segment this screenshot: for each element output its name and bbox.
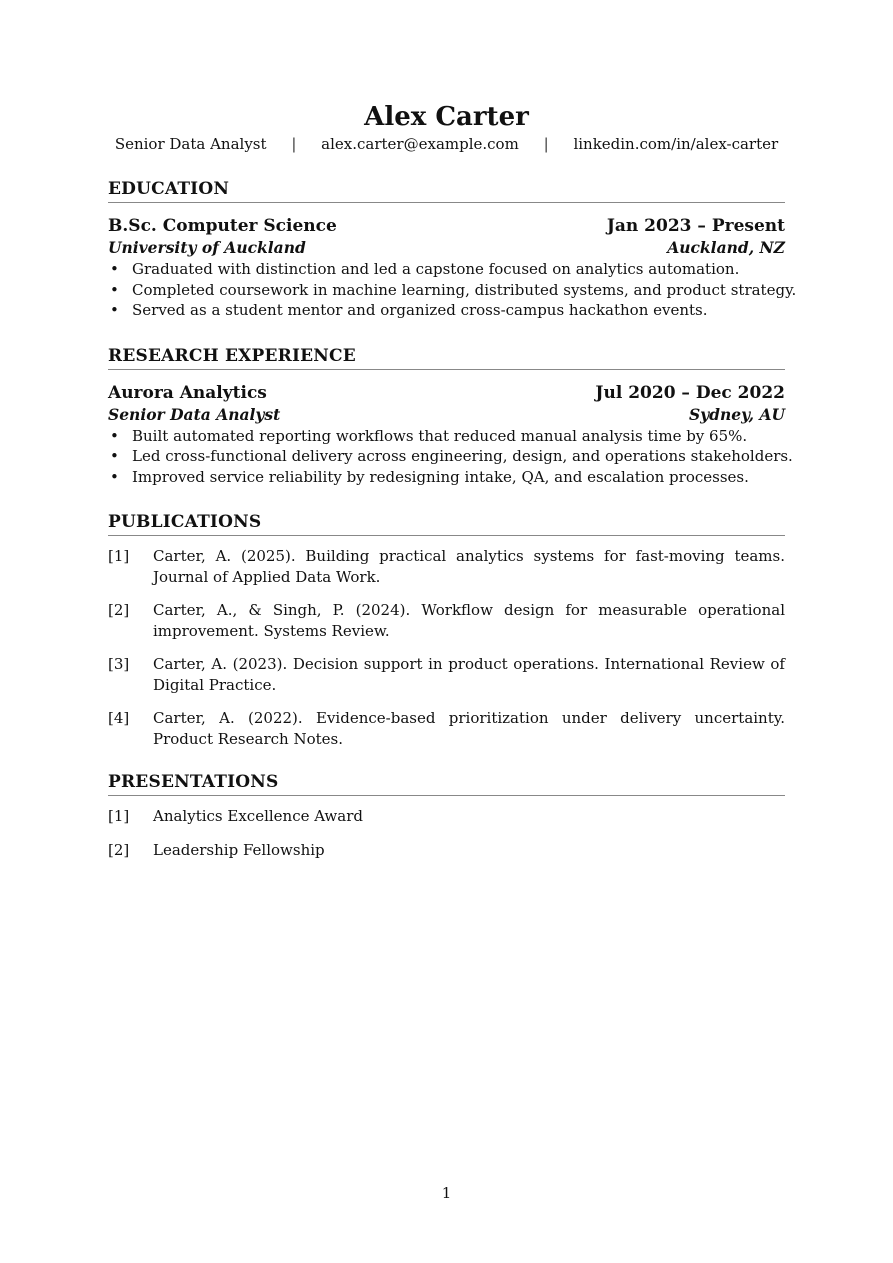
research-location: Sydney, AU (688, 404, 785, 424)
education-row-main (108, 215, 785, 237)
publication-citation: Carter, A. (2023). Decision support in product operations. International Review of Digital Practice. (153, 655, 785, 694)
list-item (108, 280, 797, 301)
research-dates: Jul 2020 – Dec 2022 (595, 382, 785, 403)
publication-number: [2] (108, 601, 130, 619)
research-bullets (108, 426, 793, 488)
linkedin-link[interactable]: linkedin.com/in/alex-carter (573, 135, 779, 153)
contact-separator: | (543, 135, 549, 153)
education-row-sub (108, 237, 785, 259)
presentation-number: [2] (108, 840, 130, 859)
resume-header (0, 100, 893, 154)
publication-citation: Carter, A., & Singh, P. (2024). Workflow design for measurable operational improvement. Systems Review. (153, 601, 785, 640)
research-row-sub (108, 404, 785, 426)
list-item (108, 467, 785, 488)
bullet-icon: • (110, 426, 119, 445)
job-title: Senior Data Analyst (114, 135, 267, 153)
candidate-name: Alex Carter (364, 102, 529, 132)
publications-list (108, 546, 785, 749)
section-heading-education: EDUCATION (108, 178, 785, 203)
list-item (108, 300, 785, 321)
publication-number: [3] (108, 655, 130, 673)
bullet-text: Graduated with distinction and led a capstone focused on analytics automation. (132, 260, 740, 278)
publication-item (108, 600, 785, 641)
research-row-main (108, 382, 785, 404)
publication-citation: Carter, A. (2022). Evidence-based prioritization under delivery uncertainty. Product Research Notes. (153, 709, 785, 748)
publication-citation: Carter, A. (2025). Building practical analytics systems for fast-moving teams. Journal of Applied Data Work. (153, 547, 785, 586)
research-entry (108, 382, 793, 488)
publication-number: [4] (108, 709, 130, 727)
section-heading-presentations: PRESENTATIONS (108, 771, 785, 796)
publication-number: [1] (108, 547, 130, 565)
list-item (108, 259, 785, 280)
bullet-text: Improved service reliability by redesigning intake, QA, and escalation processes. (132, 467, 749, 486)
bullet-text: Built automated reporting workflows that reduced manual analysis time by 65%. (132, 426, 748, 445)
bullet-text: Completed coursework in machine learning, distributed systems, and product strategy. (132, 280, 797, 299)
list-item (108, 426, 785, 447)
role-title: Senior Data Analyst (108, 404, 281, 424)
publication-item (108, 546, 785, 587)
presentations-list (108, 806, 785, 860)
bullet-icon: • (110, 301, 119, 319)
email-link[interactable]: alex.carter@example.com (321, 135, 519, 153)
education-entry (108, 215, 797, 321)
bullet-icon: • (110, 447, 119, 465)
list-item (108, 446, 793, 467)
institution-name: University of Auckland (108, 238, 306, 257)
contact-line (0, 134, 893, 154)
presentation-title: Analytics Excellence Award (153, 807, 363, 825)
organization-name: Aurora Analytics (108, 382, 267, 403)
degree-title: B.Sc. Computer Science (108, 216, 337, 236)
resume-page (108, 100, 797, 873)
bullet-text: Led cross-functional delivery across engineering, design, and operations stakeholders. (132, 447, 793, 465)
section-heading-research: RESEARCH EXPERIENCE (108, 345, 785, 370)
presentation-item (108, 840, 785, 861)
publication-item (108, 654, 785, 695)
bullet-icon: • (110, 467, 119, 486)
presentation-number: [1] (108, 807, 130, 825)
contact-separator: | (291, 135, 297, 153)
page-number: 1 (441, 1184, 452, 1202)
publication-item (108, 708, 785, 749)
presentation-title: Leadership Fellowship (153, 840, 325, 859)
education-location: Auckland, NZ (667, 238, 785, 257)
section-heading-publications: PUBLICATIONS (108, 511, 785, 536)
education-dates: Jan 2023 – Present (606, 216, 785, 236)
education-bullets (108, 259, 797, 321)
bullet-icon: • (110, 260, 119, 278)
bullet-icon: • (110, 280, 119, 299)
bullet-text: Served as a student mentor and organized cross-campus hackathon events. (132, 301, 708, 319)
presentation-item (108, 806, 785, 827)
